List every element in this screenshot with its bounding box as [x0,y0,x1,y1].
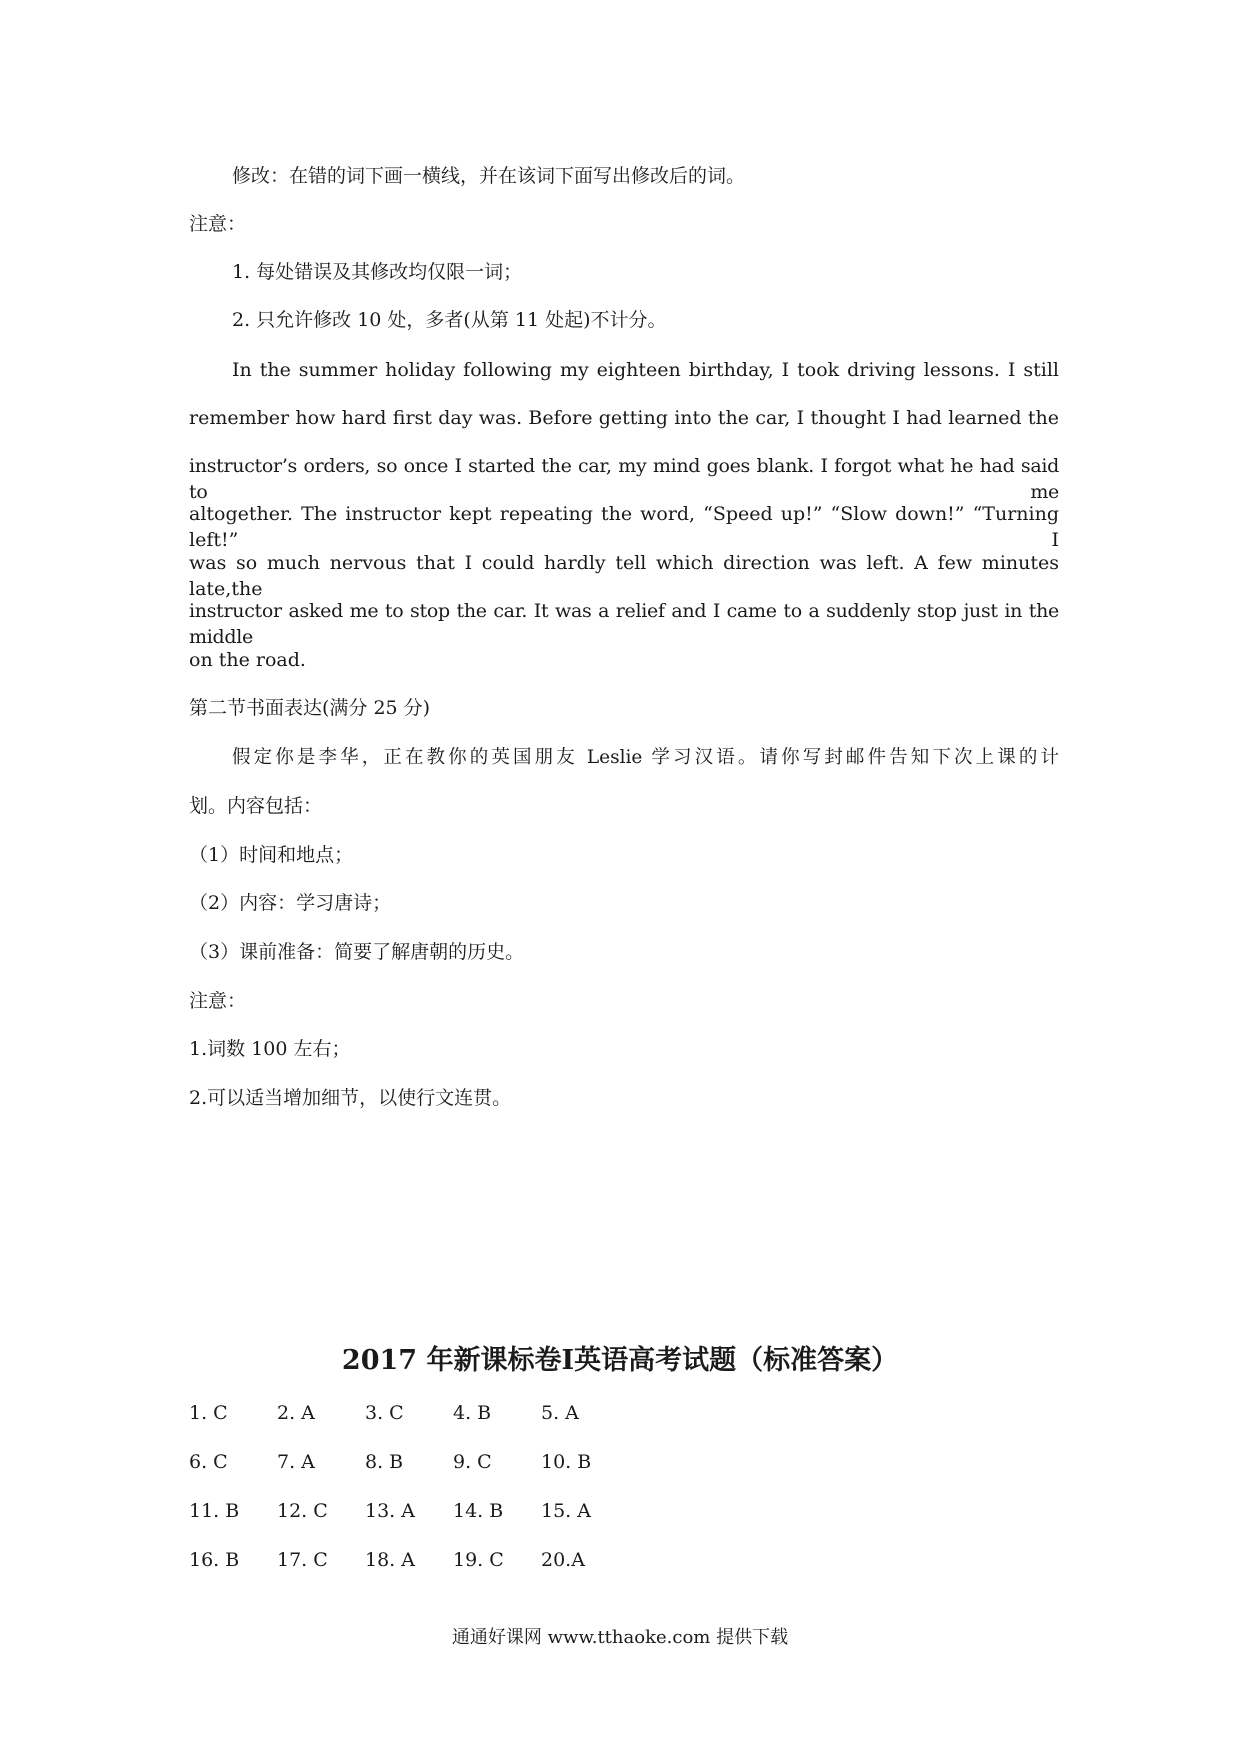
answer-item: 20.A [541,1549,585,1571]
answer-item: 5. A [541,1402,579,1424]
answer-item: 14. B [453,1500,504,1522]
writing-note-label: 注意： [189,990,247,1012]
writing-item-1: （1）时间和地点； [189,844,354,866]
correction-instruction: 修改：在错的词下画一横线，并在该词下面写出修改后的词。 [232,165,746,187]
page-footer: 通通好课网 www.tthaoke.com 提供下载 [451,1627,789,1648]
answer-row [189,1400,629,1449]
answer-item: 11. B [189,1500,240,1522]
writing-section-title: 第二节书面表达(满分 25 分) [189,697,431,719]
writing-note-1: 1.词数 100 左右； [189,1038,351,1060]
writing-prompt-line-2: 划。内容包括： [189,795,323,817]
writing-item-2: （2）内容：学习唐诗； [189,892,392,914]
answer-item: 9. C [453,1451,492,1473]
answer-item: 19. C [453,1549,504,1571]
answer-row [189,1547,629,1596]
writing-item-3: （3）课前准备：简要了解唐朝的历史。 [189,941,525,963]
answer-row [189,1498,629,1547]
passage-line-2: remember how hard first day was. Before getting into the car, I thought I had learned the [189,407,1059,429]
answer-item: 2. A [277,1402,315,1424]
answer-item: 13. A [365,1500,415,1522]
answer-key-title: 2017 年新课标卷Ⅰ英语高考试题（标准答案） [341,1345,899,1376]
answer-row [189,1449,629,1498]
passage-line-3: instructor’s orders, so once I started the car, my mind goes blank. I forgot what he had said to me [189,455,1059,503]
passage-line-4: altogether. The instructor kept repeating the word, “Speed up!” “Slow down!” “Turning left!” I [189,503,1059,551]
passage-line-6: instructor asked me to stop the car. It was a relief and I came to a suddenly stop just in the middle [189,600,1059,648]
passage-line-7: on the road. [189,649,306,671]
answer-item: 1. C [189,1402,228,1424]
answer-item: 7. A [277,1451,315,1473]
correction-note-2: 2. 只允许修改 10 处，多者(从第 11 处起)不计分。 [232,309,667,331]
answer-item: 12. C [277,1500,328,1522]
passage-line-1: In the summer holiday following my eighteen birthday, I took driving lessons. I still [232,359,1059,381]
correction-note-label: 注意： [189,213,247,235]
answer-item: 4. B [453,1402,492,1424]
answer-item: 6. C [189,1451,228,1473]
writing-prompt-line-1: 假定你是李华，正在教你的英国朋友 Leslie 学习汉语。请你写封邮件告知下次上课的计 [232,747,1059,768]
answer-item: 8. B [365,1451,404,1473]
correction-note-1: 1. 每处错误及其修改均仅限一词； [232,261,523,283]
answer-item: 3. C [365,1402,404,1424]
answer-item: 18. A [365,1549,415,1571]
answer-item: 10. B [541,1451,592,1473]
answer-item: 15. A [541,1500,591,1522]
answer-item: 17. C [277,1549,328,1571]
answer-item: 16. B [189,1549,240,1571]
passage-line-5: was so much nervous that I could hardly tell which direction was left. A few minutes late,the [189,552,1059,600]
answer-grid [189,1400,629,1596]
writing-note-2: 2.可以适当增加细节，以使行文连贯。 [189,1087,512,1109]
